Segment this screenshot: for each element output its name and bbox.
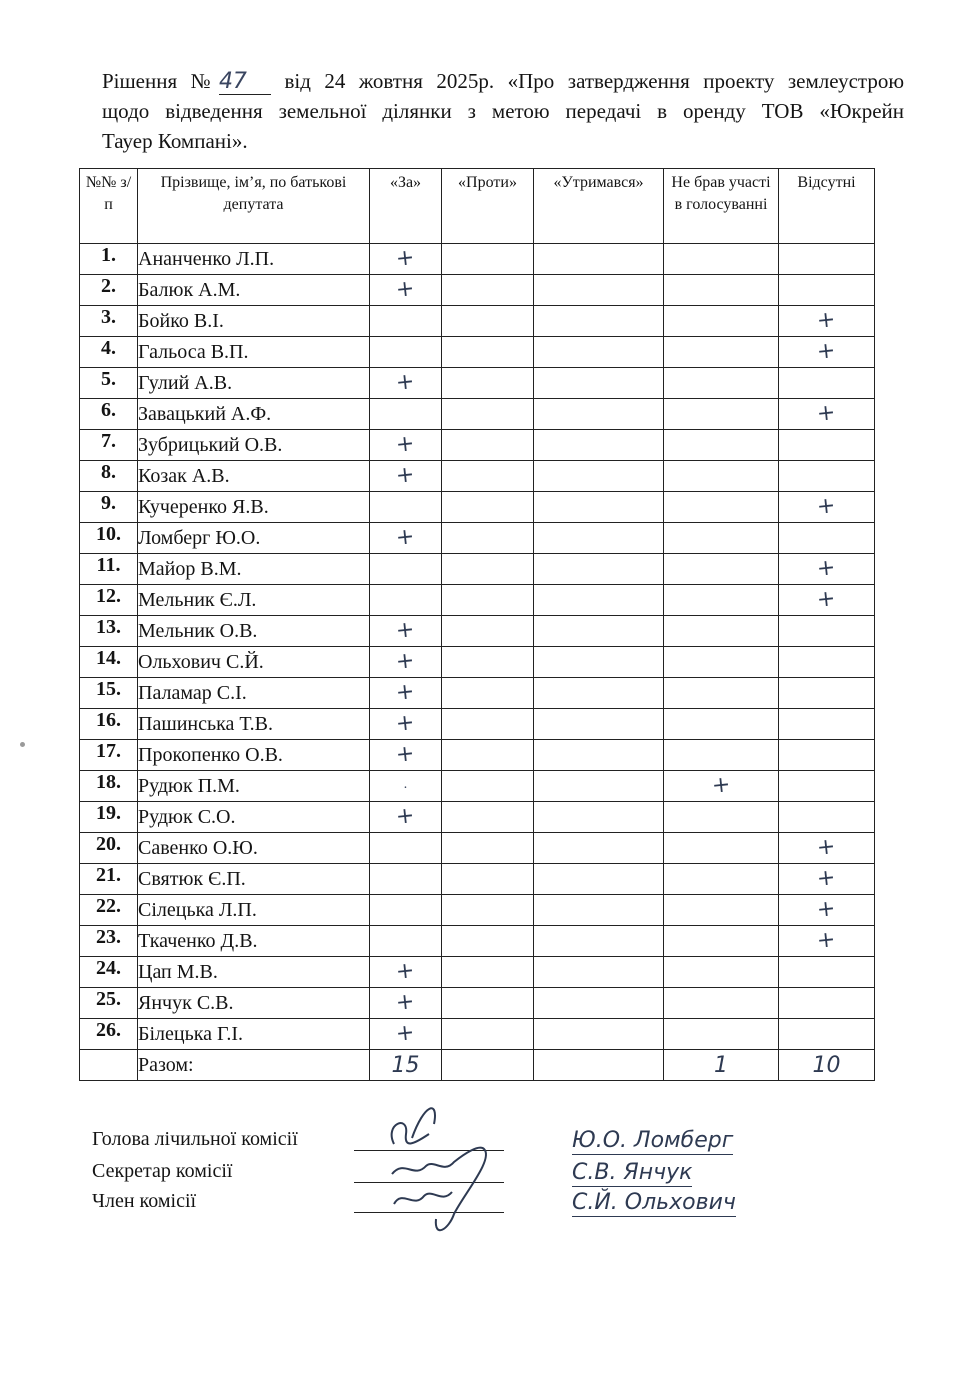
vote-cell-against — [442, 988, 534, 1019]
vote-cell-abstain — [534, 616, 664, 647]
vote-cell-absent — [779, 585, 875, 616]
vote-mark: + — [394, 369, 416, 396]
vote-cell-abstain — [534, 895, 664, 926]
vote-cell-not-voted — [664, 430, 779, 461]
vote-cell-for — [370, 647, 442, 678]
vote-cell-absent — [779, 864, 875, 895]
vote-cell-not-voted — [664, 740, 779, 771]
vote-cell-not-voted — [664, 616, 779, 647]
vote-cell-against — [442, 399, 534, 430]
vote-cell-not-voted — [664, 864, 779, 895]
row-number: 5. — [80, 368, 138, 399]
vote-cell-against — [442, 244, 534, 275]
vote-cell-not-voted — [664, 399, 779, 430]
vote-mark: + — [815, 400, 837, 427]
vote-cell-for — [370, 616, 442, 647]
vote-cell-against — [442, 740, 534, 771]
row-number: 18. — [80, 771, 138, 802]
vote-cell-abstain — [534, 492, 664, 523]
vote-cell-for — [370, 833, 442, 864]
vote-cell-not-voted — [664, 585, 779, 616]
vote-cell-abstain — [534, 740, 664, 771]
vote-cell-absent — [779, 399, 875, 430]
vote-cell-for — [370, 523, 442, 554]
vote-cell-absent — [779, 957, 875, 988]
vote-cell-abstain — [534, 275, 664, 306]
table-row — [80, 771, 875, 802]
table-body — [80, 244, 875, 1050]
vote-cell-for — [370, 554, 442, 585]
table-row — [80, 306, 875, 337]
vote-cell-not-voted — [664, 833, 779, 864]
vote-cell-abstain — [534, 957, 664, 988]
heading-line-3: Тауер Компані». — [102, 129, 248, 153]
row-number: 8. — [80, 461, 138, 492]
vote-cell-not-voted — [664, 647, 779, 678]
vote-cell-abstain — [534, 399, 664, 430]
signature-name-member: С.Й. Ольхович — [572, 1190, 736, 1215]
vote-mark: + — [394, 617, 416, 644]
total-abstain — [534, 1050, 664, 1081]
deputy-name: Завацький А.Ф. — [138, 399, 370, 430]
decision-number: 47 — [218, 69, 247, 94]
vote-mark: + — [394, 524, 416, 551]
deputy-name: Рудюк С.О. — [138, 802, 370, 833]
table-row — [80, 988, 875, 1019]
vote-cell-absent — [779, 306, 875, 337]
vote-mark: + — [815, 834, 837, 861]
table-header-row — [80, 169, 875, 244]
decision-heading — [102, 66, 904, 156]
vote-cell-against — [442, 802, 534, 833]
vote-cell-absent — [779, 988, 875, 1019]
vote-cell-absent — [779, 616, 875, 647]
row-number: 4. — [80, 337, 138, 368]
vote-cell-not-voted — [664, 244, 779, 275]
deputy-name: Святюк Є.П. — [138, 864, 370, 895]
table-row — [80, 895, 875, 926]
vote-cell-not-voted — [664, 554, 779, 585]
vote-mark: + — [815, 586, 837, 613]
vote-cell-for — [370, 864, 442, 895]
vote-cell-for — [370, 337, 442, 368]
vote-cell-absent — [779, 337, 875, 368]
heading-line-2: щодо відведення земельної ділянки з метою передачі в оренду ТОВ «Юкрейн — [102, 99, 904, 123]
deputy-name: Рудюк П.М. — [138, 771, 370, 802]
vote-cell-for — [370, 740, 442, 771]
vote-cell-against — [442, 895, 534, 926]
decision-title-part-1: від 24 жовтня 2025р. «Про затвердження проекту землеустрою — [284, 69, 905, 93]
vote-cell-for — [370, 430, 442, 461]
vote-cell-for — [370, 306, 442, 337]
handwritten-signatures — [354, 1104, 514, 1244]
table-row — [80, 337, 875, 368]
decision-prefix: Рішення № — [102, 69, 219, 93]
vote-cell-absent — [779, 461, 875, 492]
deputy-name: Мельник О.В. — [138, 616, 370, 647]
vote-cell-abstain — [534, 368, 664, 399]
deputy-name: Ломберг Ю.О. — [138, 523, 370, 554]
row-number: 7. — [80, 430, 138, 461]
total-row — [80, 1050, 875, 1081]
vote-cell-abstain — [534, 647, 664, 678]
vote-cell-not-voted — [664, 678, 779, 709]
vote-cell-for — [370, 678, 442, 709]
deputy-name: Майор В.М. — [138, 554, 370, 585]
deputy-name: Паламар С.І. — [138, 678, 370, 709]
vote-cell-not-voted — [664, 709, 779, 740]
deputy-name: Янчук С.В. — [138, 988, 370, 1019]
row-number: 12. — [80, 585, 138, 616]
vote-mark: + — [815, 927, 837, 954]
scan-speck — [20, 742, 25, 747]
total-not-voted — [664, 1050, 779, 1081]
deputy-name: Гальоса В.П. — [138, 337, 370, 368]
row-number: 16. — [80, 709, 138, 740]
vote-cell-absent — [779, 802, 875, 833]
deputy-name: Сілецька Л.П. — [138, 895, 370, 926]
vote-cell-against — [442, 616, 534, 647]
vote-cell-absent — [779, 833, 875, 864]
row-number: 22. — [80, 895, 138, 926]
header-absent: Відсутні — [779, 169, 875, 244]
table-row — [80, 740, 875, 771]
vote-mark: + — [394, 989, 416, 1016]
vote-mark: + — [394, 276, 416, 303]
vote-cell-against — [442, 430, 534, 461]
vote-mark: + — [815, 555, 837, 582]
row-number: 19. — [80, 802, 138, 833]
vote-cell-abstain — [534, 926, 664, 957]
vote-mark: + — [394, 1020, 416, 1047]
vote-cell-absent — [779, 740, 875, 771]
header-against: «Проти» — [442, 169, 534, 244]
vote-cell-against — [442, 957, 534, 988]
table-row — [80, 585, 875, 616]
deputy-name: Ольхович С.Й. — [138, 647, 370, 678]
header-num: №№ з/п — [80, 169, 138, 244]
vote-cell-against — [442, 864, 534, 895]
header-for: «За» — [370, 169, 442, 244]
total-against — [442, 1050, 534, 1081]
vote-cell-for — [370, 368, 442, 399]
table-row — [80, 926, 875, 957]
row-number: 14. — [80, 647, 138, 678]
vote-mark: + — [394, 648, 416, 675]
table-row — [80, 523, 875, 554]
vote-cell-absent — [779, 492, 875, 523]
vote-cell-for — [370, 275, 442, 306]
row-number: 2. — [80, 275, 138, 306]
vote-cell-not-voted — [664, 337, 779, 368]
table-row — [80, 244, 875, 275]
vote-cell-absent — [779, 368, 875, 399]
vote-cell-against — [442, 1019, 534, 1050]
commission-signatures — [92, 1124, 882, 1274]
vote-cell-against — [442, 337, 534, 368]
table-row — [80, 616, 875, 647]
vote-mark: + — [394, 710, 416, 737]
deputy-name: Савенко О.Ю. — [138, 833, 370, 864]
vote-cell-for — [370, 492, 442, 523]
signature-role-member: Член комісії — [92, 1190, 197, 1212]
vote-cell-against — [442, 678, 534, 709]
vote-cell-abstain — [534, 461, 664, 492]
vote-mark: + — [394, 462, 416, 489]
vote-mark: + — [815, 896, 837, 923]
row-number: 11. — [80, 554, 138, 585]
voting-table — [79, 168, 875, 1081]
vote-cell-against — [442, 492, 534, 523]
signature-role-chair: Голова лічильної комісії — [92, 1128, 298, 1150]
deputy-name: Балюк А.М. — [138, 275, 370, 306]
vote-cell-for — [370, 895, 442, 926]
table-row — [80, 399, 875, 430]
heading-line-1 — [102, 66, 904, 96]
vote-cell-not-voted — [664, 461, 779, 492]
vote-mark: + — [394, 679, 416, 706]
vote-cell-abstain — [534, 1019, 664, 1050]
vote-cell-against — [442, 926, 534, 957]
vote-cell-abstain — [534, 306, 664, 337]
vote-cell-for — [370, 926, 442, 957]
vote-cell-not-voted — [664, 368, 779, 399]
vote-cell-absent — [779, 554, 875, 585]
decision-number-slot — [219, 69, 271, 95]
total-absent-value: 10 — [812, 1052, 841, 1078]
vote-cell-abstain — [534, 523, 664, 554]
vote-cell-against — [442, 771, 534, 802]
vote-cell-not-voted — [664, 926, 779, 957]
vote-cell-absent — [779, 647, 875, 678]
row-number: 15. — [80, 678, 138, 709]
deputy-name: Пашинська Т.В. — [138, 709, 370, 740]
deputy-name: Цап М.В. — [138, 957, 370, 988]
vote-cell-not-voted — [664, 771, 779, 802]
header-abstain: «Утримався» — [534, 169, 664, 244]
vote-cell-abstain — [534, 585, 664, 616]
row-number: 21. — [80, 864, 138, 895]
vote-cell-for — [370, 244, 442, 275]
vote-cell-absent — [779, 523, 875, 554]
vote-mark: + — [815, 865, 837, 892]
total-not-voted-value: 1 — [714, 1052, 728, 1078]
vote-cell-against — [442, 368, 534, 399]
table-row — [80, 492, 875, 523]
row-number: 17. — [80, 740, 138, 771]
vote-cell-not-voted — [664, 802, 779, 833]
vote-cell-absent — [779, 709, 875, 740]
vote-cell-abstain — [534, 678, 664, 709]
vote-cell-against — [442, 585, 534, 616]
vote-mark: + — [394, 803, 416, 830]
total-num-cell — [80, 1050, 138, 1081]
vote-mark: + — [815, 493, 837, 520]
vote-cell-not-voted — [664, 523, 779, 554]
vote-cell-for — [370, 1019, 442, 1050]
vote-cell-not-voted — [664, 957, 779, 988]
vote-cell-for — [370, 771, 442, 802]
vote-cell-not-voted — [664, 895, 779, 926]
table-row — [80, 833, 875, 864]
vote-cell-not-voted — [664, 492, 779, 523]
vote-cell-absent — [779, 926, 875, 957]
deputy-name: Козак А.В. — [138, 461, 370, 492]
vote-cell-for — [370, 988, 442, 1019]
vote-cell-for — [370, 957, 442, 988]
vote-cell-for — [370, 399, 442, 430]
ink-dot: · — [403, 780, 408, 796]
vote-cell-absent — [779, 771, 875, 802]
row-number: 23. — [80, 926, 138, 957]
deputy-name: Кучеренко Я.В. — [138, 492, 370, 523]
deputy-name: Ананченко Л.П. — [138, 244, 370, 275]
vote-cell-for — [370, 585, 442, 616]
vote-mark: + — [394, 245, 416, 272]
vote-cell-absent — [779, 895, 875, 926]
table-row — [80, 368, 875, 399]
deputy-name: Бойко В.І. — [138, 306, 370, 337]
deputy-name: Мельник Є.Л. — [138, 585, 370, 616]
header-name: Прізвище, ім’я, по батькові депутата — [138, 169, 370, 244]
vote-cell-absent — [779, 244, 875, 275]
table-row — [80, 461, 875, 492]
vote-cell-against — [442, 647, 534, 678]
table-row — [80, 678, 875, 709]
vote-cell-abstain — [534, 864, 664, 895]
vote-cell-abstain — [534, 988, 664, 1019]
vote-mark: + — [710, 772, 732, 799]
vote-cell-abstain — [534, 771, 664, 802]
deputy-name: Прокопенко О.В. — [138, 740, 370, 771]
total-for-value: 15 — [391, 1052, 420, 1078]
row-number: 10. — [80, 523, 138, 554]
row-number: 25. — [80, 988, 138, 1019]
vote-cell-absent — [779, 678, 875, 709]
vote-cell-for — [370, 802, 442, 833]
table-row — [80, 430, 875, 461]
table-row — [80, 1019, 875, 1050]
table-row — [80, 957, 875, 988]
vote-cell-not-voted — [664, 988, 779, 1019]
total-for — [370, 1050, 442, 1081]
vote-cell-not-voted — [664, 306, 779, 337]
row-number: 9. — [80, 492, 138, 523]
vote-cell-against — [442, 461, 534, 492]
vote-cell-absent — [779, 1019, 875, 1050]
vote-cell-against — [442, 306, 534, 337]
vote-cell-not-voted — [664, 1019, 779, 1050]
deputy-name: Зубрицький О.В. — [138, 430, 370, 461]
vote-mark: + — [394, 741, 416, 768]
table-row — [80, 864, 875, 895]
signature-name-secretary: С.В. Янчук — [572, 1160, 693, 1185]
vote-mark: + — [394, 958, 416, 985]
deputy-name: Гулий А.В. — [138, 368, 370, 399]
deputy-name: Білецька Г.І. — [138, 1019, 370, 1050]
vote-cell-abstain — [534, 337, 664, 368]
vote-mark: + — [815, 307, 837, 334]
row-number: 3. — [80, 306, 138, 337]
signature-name-chair: Ю.О. Ломберг — [572, 1128, 734, 1153]
vote-cell-not-voted — [664, 275, 779, 306]
table-row — [80, 647, 875, 678]
vote-cell-abstain — [534, 430, 664, 461]
row-number: 6. — [80, 399, 138, 430]
row-number: 1. — [80, 244, 138, 275]
vote-cell-against — [442, 833, 534, 864]
vote-cell-abstain — [534, 554, 664, 585]
vote-cell-abstain — [534, 244, 664, 275]
signature-role-secretary: Секретар комісії — [92, 1160, 233, 1182]
vote-cell-abstain — [534, 833, 664, 864]
row-number: 20. — [80, 833, 138, 864]
vote-cell-against — [442, 709, 534, 740]
vote-cell-abstain — [534, 709, 664, 740]
row-number: 26. — [80, 1019, 138, 1050]
vote-cell-absent — [779, 430, 875, 461]
vote-cell-for — [370, 709, 442, 740]
table-row — [80, 709, 875, 740]
vote-cell-against — [442, 523, 534, 554]
vote-mark: + — [815, 338, 837, 365]
header-not-voted: Не брав участі в голосуванні — [664, 169, 779, 244]
vote-cell-against — [442, 554, 534, 585]
vote-cell-abstain — [534, 802, 664, 833]
table-row — [80, 275, 875, 306]
vote-cell-absent — [779, 275, 875, 306]
table-row — [80, 554, 875, 585]
deputy-name: Ткаченко Д.В. — [138, 926, 370, 957]
row-number: 13. — [80, 616, 138, 647]
vote-cell-for — [370, 461, 442, 492]
total-label: Разом: — [138, 1050, 370, 1081]
row-number: 24. — [80, 957, 138, 988]
vote-mark: + — [394, 431, 416, 458]
vote-cell-against — [442, 275, 534, 306]
table-row — [80, 802, 875, 833]
total-absent — [779, 1050, 875, 1081]
